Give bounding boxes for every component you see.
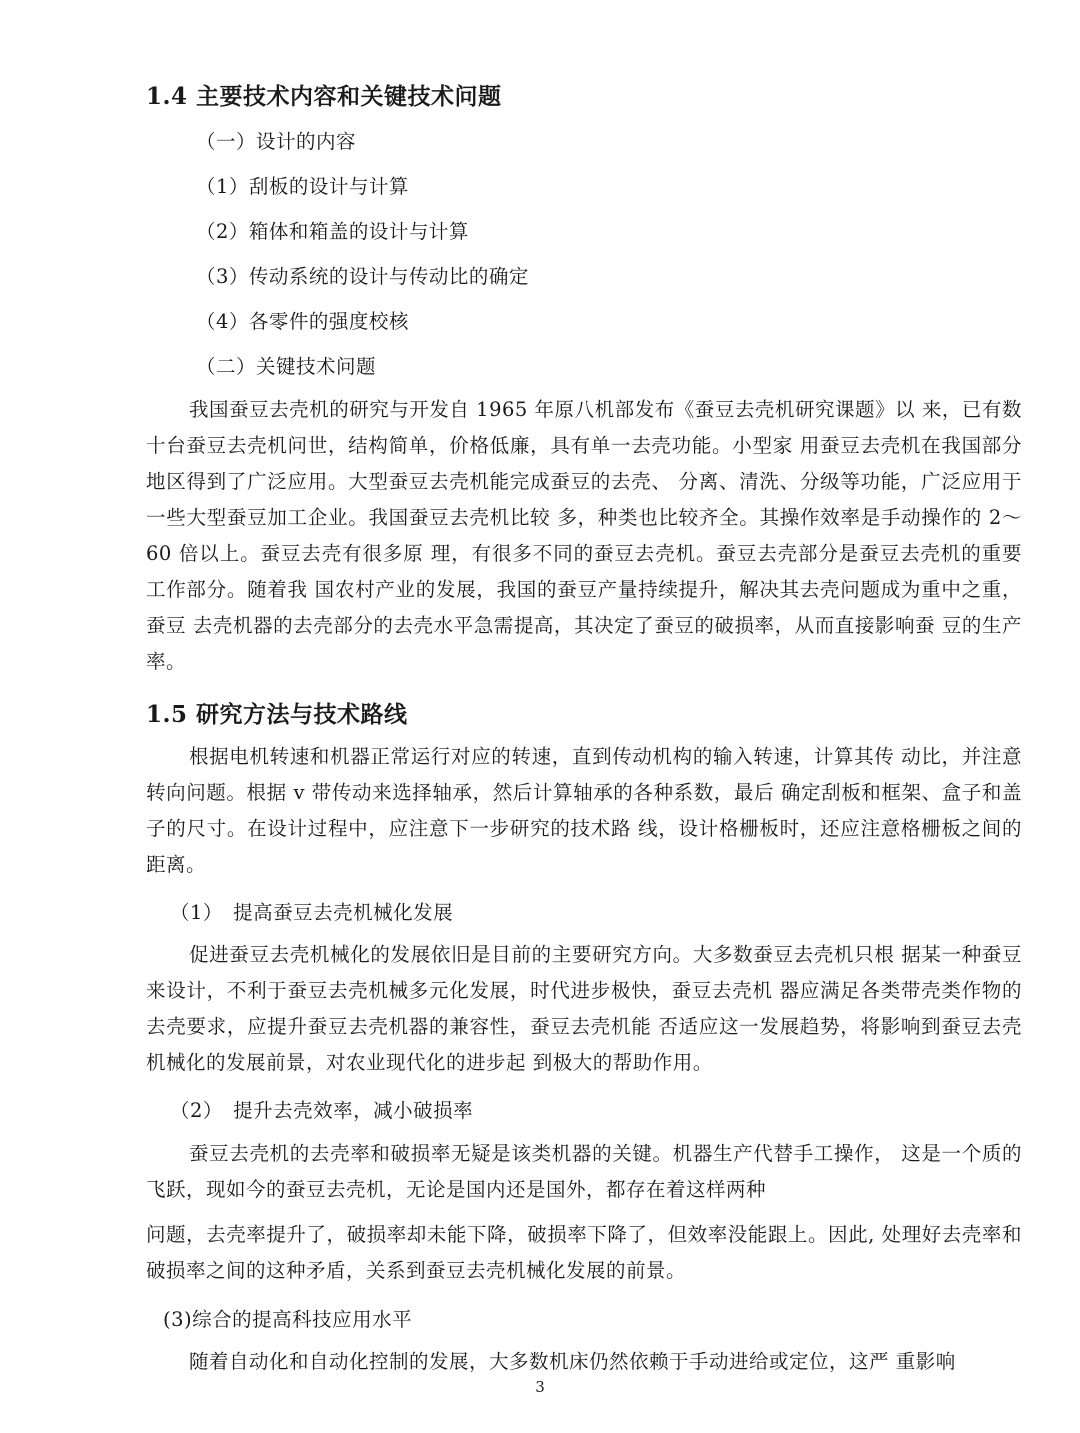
list-item-3: （3）传动系统的设计与传动比的确定	[196, 265, 529, 288]
section-heading-1-5: 1.5 研究方法与技术路线	[146, 701, 408, 728]
list-item-2: （2）箱体和箱盖的设计与计算	[196, 220, 469, 243]
subheading-key-problems: （二）关键技术问题	[196, 355, 377, 378]
paragraph-research-method: 根据电机转速和机器正常运行对应的转速，直到传动机构的输入转速，计算其传 动比，并注意转向问题。根据 v 带传动来选择轴承，然后计算轴承的各种系数，最后 确定刮板和框架、盒子和盖子的尺寸。在设计过程中，应注意下一步研究的技术路 线，设计格栅板时，还应注意格栅板之间的距离。	[146, 745, 1022, 876]
point-2-text-a: 蚕豆去壳机的去壳率和破损率无疑是该类机器的关键。机器生产代替手工操作， 这是一个质的飞跃，现如今的蚕豆去壳机，无论是国内还是国外，都存在着这样两种	[146, 1142, 1022, 1201]
point-2-title: （2） 提升去壳效率，减小破损率	[170, 1099, 474, 1122]
point-2-text-b: 问题，去壳率提升了，破损率却未能下降，破损率下降了，但效率没能跟上。因此, 处理好去壳率和破损率之间的这种矛盾，关系到蚕豆去壳机械化发展的前景。	[146, 1223, 1022, 1282]
page-number: 3	[535, 1378, 545, 1396]
point-3-title: (3)综合的提高科技应用水平	[163, 1308, 413, 1331]
point-1-title: （1） 提高蚕豆去壳机械化发展	[170, 901, 454, 924]
subheading-design-content: （一）设计的内容	[196, 130, 357, 153]
list-item-4: （4）各零件的强度校核	[196, 310, 409, 333]
list-item-1: （1）刮板的设计与计算	[196, 175, 409, 198]
paragraph-key-problems: 我国蚕豆去壳机的研究与开发自 1965 年原八机部发布《蚕豆去壳机研究课题》以 来，已有数十台蚕豆去壳机问世，结构简单，价格低廉，具有单一去壳功能。小型家 用蚕豆去壳机在我国部分地区得到了广泛应用。大型蚕豆去壳机能完成蚕豆的去壳、 分离、清洗、分级等功能，广泛应用于一些大型蚕豆加工企业。我国蚕豆去壳机比较 多，种类也比较齐全。其操作效率是手动操作的 2〜60 倍以上。蚕豆去壳有很多原 理，有很多不同的蚕豆去壳机。蚕豆去壳部分是蚕豆去壳机的重要工作部分。随着我 国农村产业的发展，我国的蚕豆产量持续提升，解决其去壳问题成为重中之重，蚕豆 去壳机器的去壳部分的去壳水平急需提高，其决定了蚕豆的破损率，从而直接影响蚕 豆的生产率。	[146, 398, 1022, 673]
point-3-text: 随着自动化和自动化控制的发展，大多数机床仍然依赖于手动进给或定位，这严 重影响	[189, 1350, 956, 1373]
section-heading-1-4: 1.4 主要技术内容和关键技术问题	[146, 83, 502, 110]
point-1-text: 促进蚕豆去壳机械化的发展依旧是目前的主要研究方向。大多数蚕豆去壳机只根 据某一种蚕豆来设计，不利于蚕豆去壳机械多元化发展，时代进步极快，蚕豆去壳机 器应满足各类带壳类作物的去壳要求，应提升蚕豆去壳机器的兼容性，蚕豆去壳机能 否适应这一发展趋势，将影响到蚕豆去壳机械化的发展前景，对农业现代化的进步起 到极大的帮助作用。	[146, 943, 1022, 1074]
